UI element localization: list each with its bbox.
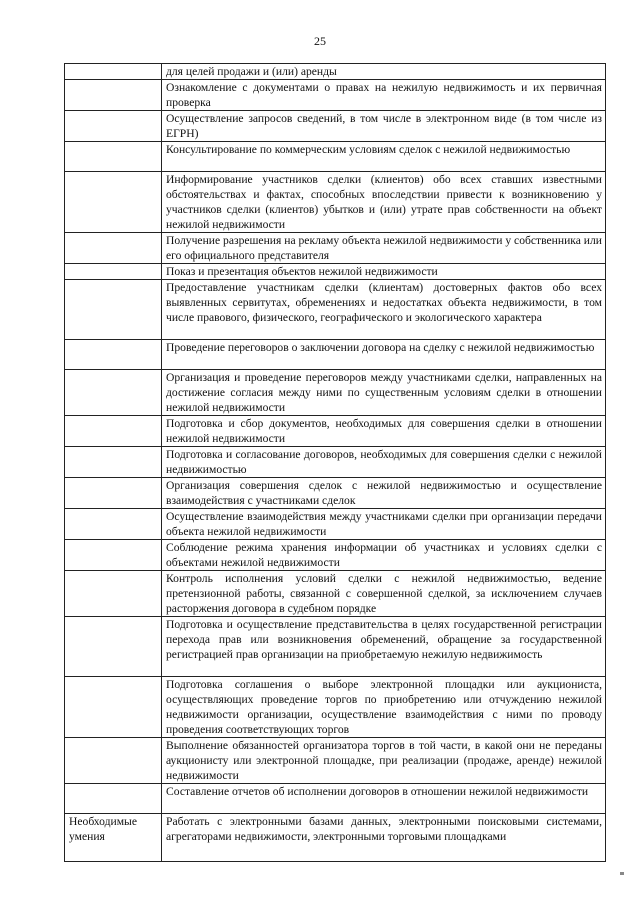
table-row [65,340,606,370]
table-row [65,540,606,571]
row-description-cell [162,677,606,738]
row-description-cell [162,264,606,280]
row-category-cell [65,617,162,677]
row-description-text: Подготовка и сбор документов, необходимых для совершения сделки в отношении нежилой недвижимости [166,417,602,445]
row-category-cell [65,540,162,571]
row-category-text: Необходимые умения [69,815,137,843]
scan-artifact [620,872,624,875]
row-category-cell [65,784,162,814]
row-description-text: Проведение переговоров о заключении договора на сделку с нежилой недвижимостью [166,341,595,354]
row-description-text: Организация совершения сделок с нежилой недвижимостью и осуществление взаимодействия с участниками сделок [166,479,602,507]
table-row [65,478,606,509]
row-description-text: Подготовка и осуществление представительства в целях государственной регистрации перехода прав или возникновения обременений, обращение за государственной регистрацией прав организации на приобретаемую нежилую недвижимость [166,618,602,661]
competency-table [64,63,606,862]
row-description-text: Подготовка соглашения о выборе электронной площадки или аукциониста, осуществляющих проведение торгов по приобретению или отчуждению нежилой недвижимости организации, осуществление взаимодействия с ними по проводу проведения соответствующих торгов [166,678,602,736]
row-description-cell [162,814,606,862]
row-category-cell [65,280,162,340]
row-category-cell [65,738,162,784]
table-row [65,80,606,111]
row-category-cell [65,677,162,738]
row-category-cell [65,814,162,862]
row-description-cell [162,111,606,142]
row-description-text: Ознакомление с документами о правах на нежилую недвижимость и их первичная проверка [166,81,602,109]
row-description-text: Работать с электронными базами данных, электронными поисковыми системами, агрегаторами недвижимости, электронными торговыми площадками [166,815,602,843]
row-description-text: Контроль исполнения условий сделки с нежилой недвижимостью, ведение претензионной работы, связанной с совершенной сделкой, за исключением случаев расторжения договора в судебном порядке [166,572,602,615]
row-description-cell [162,478,606,509]
table-row [65,280,606,340]
row-description-text: Соблюдение режима хранения информации об участниках и условиях сделки с объектами нежилой недвижимости [166,541,602,569]
table-row [65,814,606,862]
row-description-cell [162,447,606,478]
table-row [65,111,606,142]
table-row [65,447,606,478]
row-description-cell [162,64,606,80]
row-category-cell [65,172,162,233]
table-row [65,416,606,447]
row-category-cell [65,571,162,617]
row-category-cell [65,233,162,264]
row-description-cell [162,280,606,340]
row-description-cell [162,370,606,416]
row-description-text: Осуществление взаимодействия между участниками сделки при организации передачи объекта нежилой недвижимости [166,510,602,538]
row-description-text: Информирование участников сделки (клиентов) обо всех ставших известными обстоятельствах и фактах, способных впоследствии привести к возникновению у участников сделки (клиентов) убытков и (или) утрате прав собственности на объект нежилой недвижимости [166,173,602,231]
row-description-text: Получение разрешения на рекламу объекта нежилой недвижимости у собственника или его официального представителя [166,234,602,262]
row-description-cell [162,340,606,370]
table-row [65,784,606,814]
row-description-text: Показ и презентация объектов нежилой недвижимости [166,265,438,278]
table-row [65,677,606,738]
row-description-text: Осуществление запросов сведений, в том числе в электронном виде (в том числе из ЕГРН) [166,112,602,140]
row-category-cell [65,509,162,540]
page-number: 25 [314,34,326,48]
row-category-cell [65,264,162,280]
row-category-cell [65,478,162,509]
row-description-cell [162,540,606,571]
row-description-text: Подготовка и согласование договоров, необходимых для совершения сделки с нежилой недвижимостью [166,448,602,476]
row-category-cell [65,64,162,80]
table-row [65,617,606,677]
row-description-cell [162,233,606,264]
row-category-cell [65,447,162,478]
row-description-text: Консультирование по коммерческим условиям сделок с нежилой недвижимостью [166,143,571,156]
row-category-cell [65,80,162,111]
table-row [65,64,606,80]
row-category-cell [65,370,162,416]
row-description-text: Составление отчетов об исполнении договоров в отношении нежилой недвижимости [166,785,589,798]
row-description-cell [162,617,606,677]
row-description-cell [162,738,606,784]
table-row [65,264,606,280]
row-description-cell [162,172,606,233]
row-description-text: для целей продажи и (или) аренды [166,65,337,78]
row-description-text: Организация и проведение переговоров между участниками сделки, направленных на достижение согласия между ними по существенным условиям сделки в отношении нежилой недвижимости [166,371,602,414]
table-row [65,509,606,540]
row-description-cell [162,142,606,172]
row-category-cell [65,142,162,172]
table-row [65,571,606,617]
row-description-text: Предоставление участникам сделки (клиентам) достоверных фактов обо всех выявленных сервитутах, обременениях и недостатках объекта недвижимости, в том числе правового, физического, географического и экологического характера [166,281,602,324]
table-row [65,738,606,784]
row-description-cell [162,571,606,617]
table-row [65,142,606,172]
row-description-cell [162,509,606,540]
row-category-cell [65,111,162,142]
row-description-cell [162,416,606,447]
table-row [65,370,606,416]
table-row [65,172,606,233]
row-description-cell [162,80,606,111]
row-category-cell [65,340,162,370]
row-category-cell [65,416,162,447]
row-description-cell [162,784,606,814]
row-description-text: Выполнение обязанностей организатора торгов в той части, в какой они не переданы аукционисту или электронной площадке, при реализации (продаже, аренде) нежилой недвижимости [166,739,602,782]
table-row [65,233,606,264]
